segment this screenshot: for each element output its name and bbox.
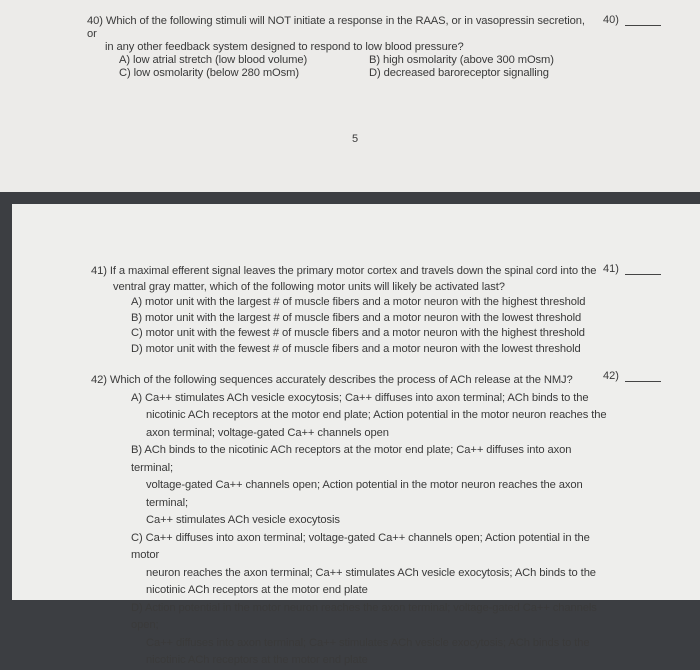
option-line: Ca++ stimulates ACh vesicle exocytosis <box>146 514 340 526</box>
question-41-answer-label: 41) <box>603 263 619 275</box>
question-42-option-c <box>91 530 611 600</box>
option-line: A) Ca++ stimulates ACh vesicle exocytosis; Ca++ diffuses into axon terminal; ACh binds to the <box>131 391 589 404</box>
option-line: nicotinic ACh receptors at the motor end plate <box>146 654 368 666</box>
option-line: axon terminal; voltage-gated Ca++ channels open <box>146 426 389 439</box>
question-41-option-a: A) motor unit with the largest # of muscle fibers and a motor neuron with the highest threshold <box>131 296 586 308</box>
question-40 <box>87 15 587 80</box>
question-41-stem-continued: ventral gray matter, which of the following motor units will likely be activated last? <box>113 280 505 293</box>
exam-page-top <box>0 0 700 192</box>
question-40-stem: 40) Which of the following stimuli will NOT initiate a response in the RAAS, or in vasopressin secretion, or <box>87 15 585 40</box>
question-40-option-b: B) high osmolarity (above 300 mOsm) <box>369 54 554 66</box>
question-40-answer-blank <box>603 14 661 26</box>
option-line: neuron reaches the axon terminal; Ca++ stimulates ACh vesicle exocytosis; ACh binds to the <box>146 566 596 579</box>
question-40-option-d: D) decreased baroreceptor signalling <box>369 67 549 79</box>
answer-line <box>625 264 661 275</box>
option-line: nicotinic ACh receptors at the motor end plate <box>146 584 368 596</box>
question-40-option-c: C) low osmolarity (below 280 mOsm) <box>119 67 299 79</box>
option-line: C) Ca++ diffuses into axon terminal; voltage-gated Ca++ channels open; Action potential in the motor <box>131 531 590 561</box>
option-line: nicotinic ACh receptors at the motor end plate; Action potential in the motor neuron reaches the <box>146 409 607 421</box>
question-40-answer-label: 40) <box>603 14 619 26</box>
question-40-option-a: A) low atrial stretch (low blood volume) <box>119 54 308 66</box>
question-42-option-d <box>91 600 611 670</box>
question-42 <box>91 372 611 670</box>
question-41-answer-blank <box>603 263 661 275</box>
question-40-stem-continued: in any other feedback system designed to respond to low blood pressure? <box>105 41 464 53</box>
question-41-option-c: C) motor unit with the fewest # of muscle fibers and a motor neuron with the highest threshold <box>131 327 585 339</box>
question-41-stem: 41) If a maximal efferent signal leaves the primary motor cortex and travels down the spinal cord into the <box>91 265 597 277</box>
question-42-stem: 42) Which of the following sequences accurately describes the process of ACh release at the NMJ? <box>91 374 573 386</box>
option-line: D) Action potential in the motor neuron reaches the axon terminal; voltage-gated Ca++ channels open; <box>131 601 597 631</box>
question-42-answer-blank <box>603 370 661 382</box>
answer-line <box>625 15 661 26</box>
option-line: Ca++ diffuses into axon terminal; Ca++ stimulates ACh vesicle exocytosis; ACh binds to the <box>146 636 590 649</box>
question-42-answer-label: 42) <box>603 370 619 382</box>
question-41-option-d: D) motor unit with the fewest # of muscle fibers and a motor neuron with the lowest threshold <box>131 342 581 355</box>
option-line: voltage-gated Ca++ channels open; Action potential in the motor neuron reaches the axon terminal; <box>146 479 583 509</box>
question-42-option-b <box>91 442 611 530</box>
question-41 <box>91 264 611 357</box>
question-42-option-a <box>91 390 611 443</box>
exam-page-bottom <box>12 204 700 666</box>
question-40-options <box>87 54 587 80</box>
option-line: B) ACh binds to the nicotinic ACh receptors at the motor end plate; Ca++ diffuses into axon terminal; <box>131 444 572 474</box>
question-41-option-b: B) motor unit with the largest # of muscle fibers and a motor neuron with the lowest threshold <box>131 311 582 324</box>
page-number: 5 <box>352 133 359 145</box>
answer-line <box>625 371 661 382</box>
